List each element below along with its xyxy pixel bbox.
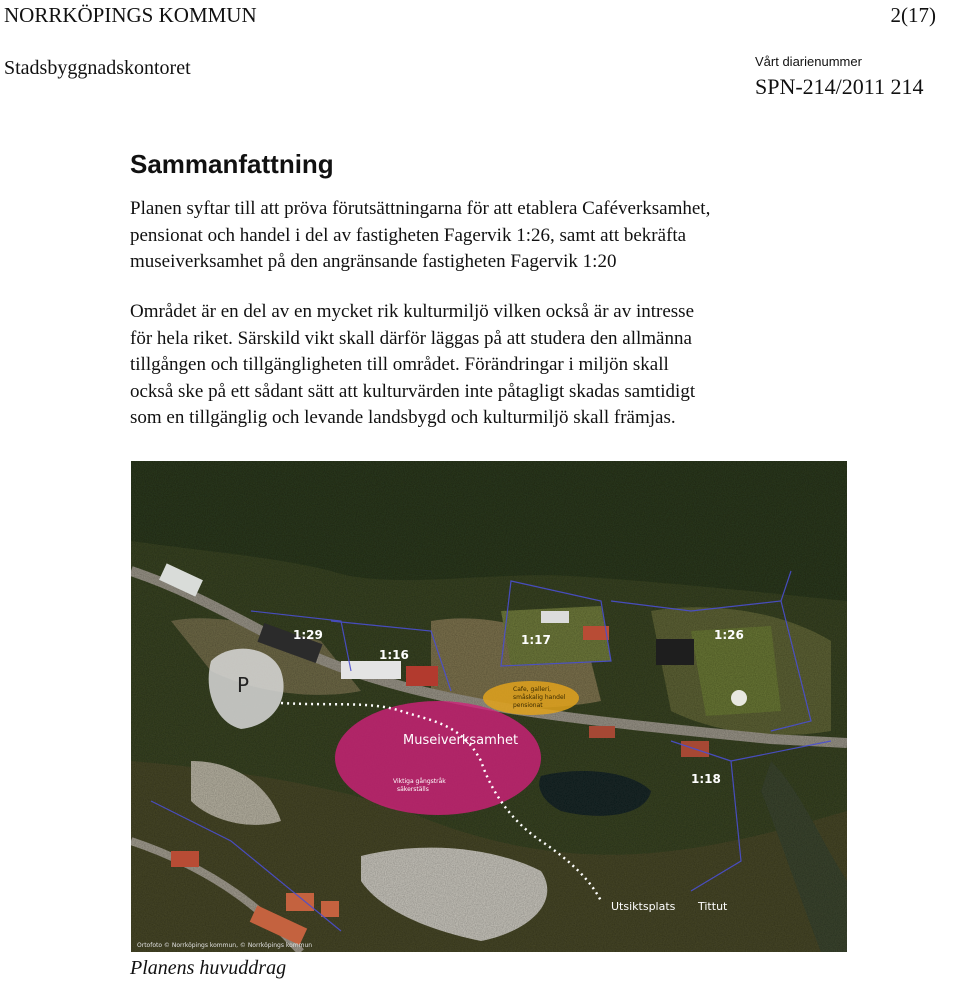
paragraph-line: museiverksamhet på den angränsande fastigheten Fagervik 1:20 bbox=[130, 251, 617, 272]
building bbox=[171, 851, 199, 867]
summary-paragraph-2 bbox=[130, 299, 870, 432]
building bbox=[406, 666, 438, 686]
building bbox=[656, 639, 694, 665]
parcel-label-1-16: 1:16 bbox=[379, 648, 409, 662]
paragraph-line: också ske på ett sådant sätt att kulturvärden inte påtagligt skadas samtidigt bbox=[130, 380, 696, 402]
museum-zone bbox=[335, 701, 541, 815]
tittut-label: Tittut bbox=[698, 900, 728, 913]
path-label-line2: säkerställs bbox=[397, 786, 429, 793]
cafe-label-line1: Cafe, galleri, bbox=[513, 686, 552, 693]
museum-label: Museiverksamhet bbox=[403, 733, 519, 748]
parking-label: P bbox=[237, 673, 250, 697]
paragraph-line: för hela riket. Särskild vikt skall därför läggas på att studera den allmänna bbox=[130, 327, 692, 349]
municipality-name: NORRKÖPINGS KOMMUN bbox=[4, 3, 257, 27]
path-label-line1: Viktiga gångstråk bbox=[393, 778, 446, 785]
parcel-label-1-26: 1:26 bbox=[714, 628, 744, 642]
cafe-label-line3: pensionat bbox=[513, 702, 543, 709]
paragraph-line: Planen syftar till att pröva förutsättningarna för att etablera Caféverksamhet, bbox=[130, 198, 711, 219]
cafe-label-line2: småskalig handel bbox=[513, 694, 566, 701]
round-garden bbox=[731, 690, 747, 706]
page-number: 2(17) bbox=[890, 3, 936, 27]
map-credits: Ortofoto © Norrköpings kommun, © Norrköpings kommun bbox=[137, 942, 313, 949]
department-name: Stadsbyggnadskontoret bbox=[4, 57, 191, 79]
reference-number: SPN-214/2011 214 bbox=[755, 74, 924, 99]
parcel-label-1-29: 1:29 bbox=[293, 628, 323, 642]
paragraph-line: Området är en del av en mycket rik kulturmiljö vilken också är av intresse bbox=[130, 301, 695, 322]
building bbox=[589, 726, 615, 738]
building bbox=[541, 611, 569, 623]
reference-label: Vårt diarienummer bbox=[755, 54, 862, 69]
section-title: Sammanfattning bbox=[130, 149, 334, 179]
paragraph-line: pensionat och handel i del av fastigheten Fagervik 1:26, samt att bekräfta bbox=[130, 224, 687, 246]
parcel-label-1-17: 1:17 bbox=[521, 633, 551, 647]
viewpoint-label: Utsiktsplats bbox=[611, 900, 676, 913]
paragraph-line: tillgången och tillgängligheten till området. Förändringar i miljön skall bbox=[130, 354, 669, 375]
figure-caption: Planens huvuddrag bbox=[130, 957, 287, 979]
aerial-plan-map bbox=[131, 461, 847, 952]
parcel-label-1-18: 1:18 bbox=[691, 772, 721, 786]
summary-paragraph-1 bbox=[130, 196, 870, 276]
building bbox=[321, 901, 339, 917]
paragraph-line: som en tillgänglig och levande landsbygd och kulturmiljö skall främjas. bbox=[130, 407, 676, 428]
building bbox=[286, 893, 314, 911]
